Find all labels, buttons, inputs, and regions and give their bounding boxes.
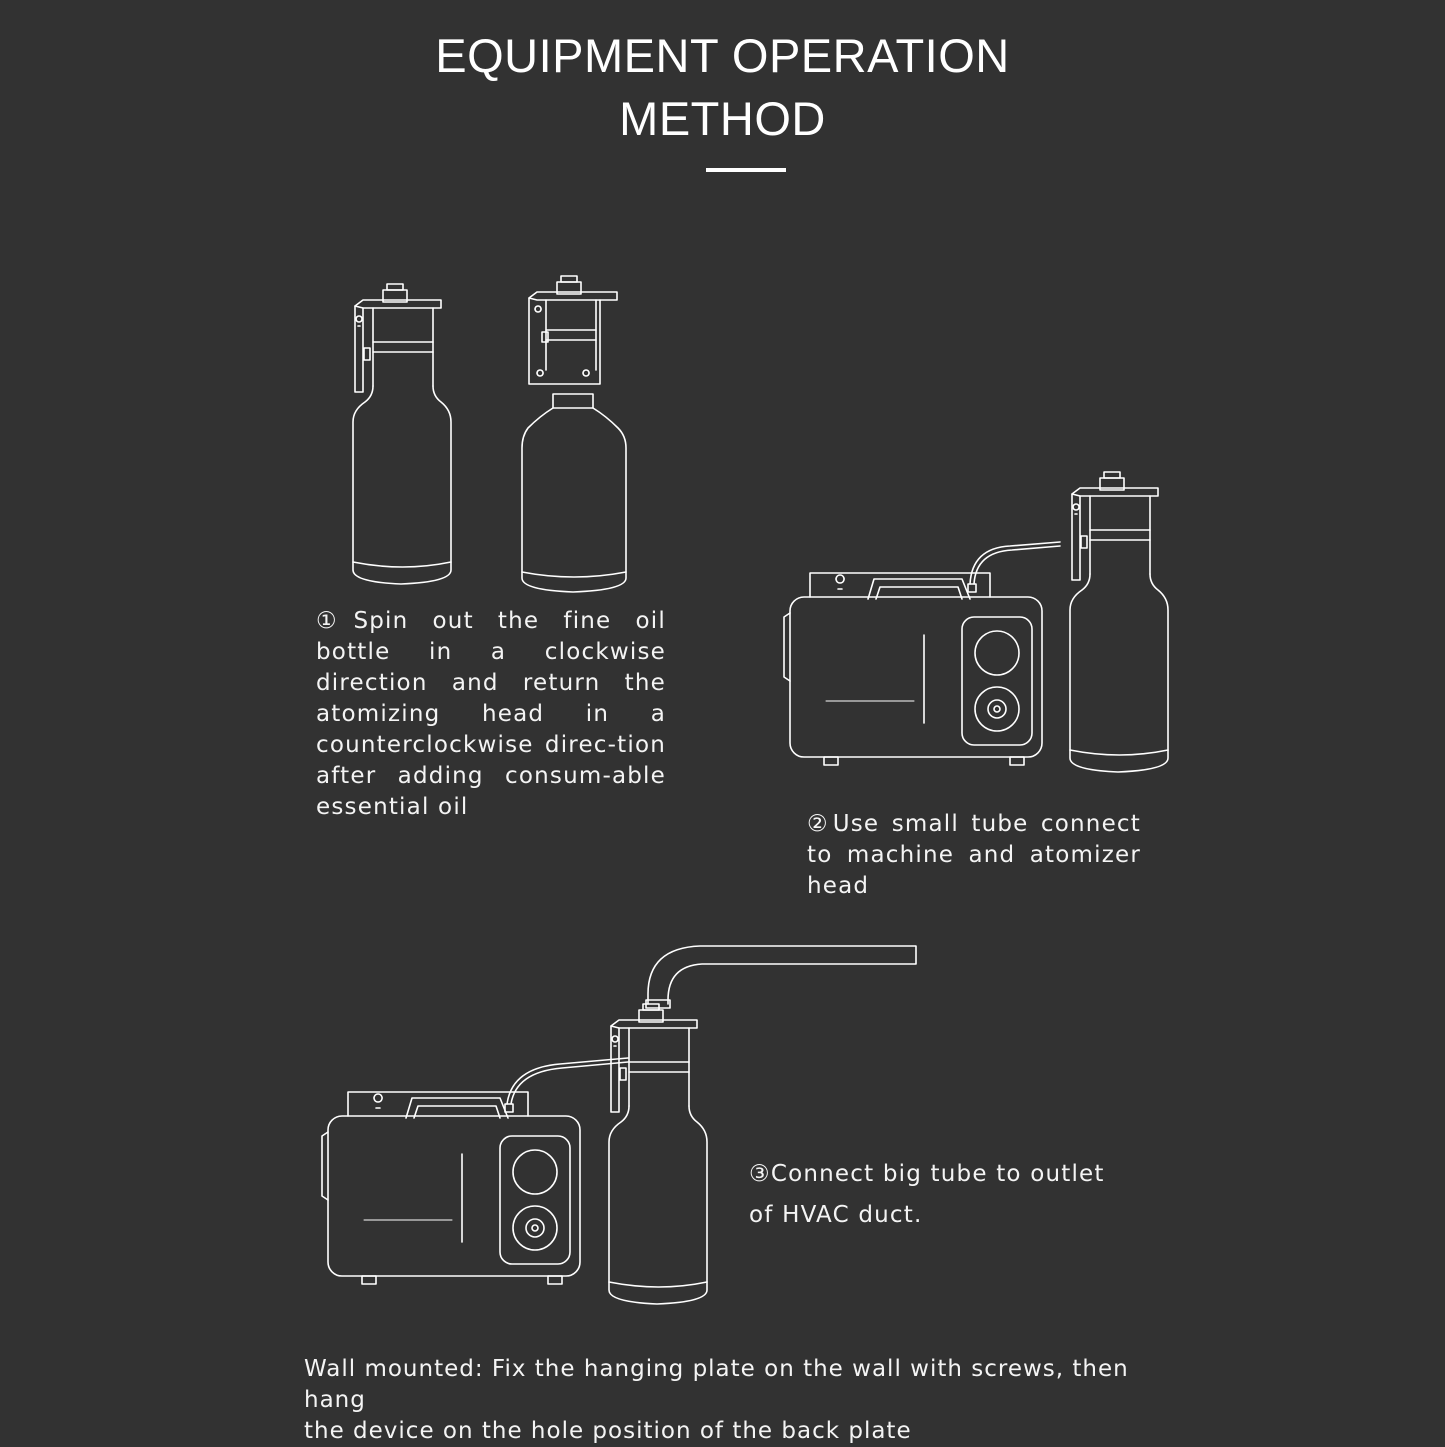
step3-big-tube-icon	[646, 946, 916, 1008]
step2-small-tube-icon	[970, 542, 1060, 584]
step1-bottle-assembled-icon	[353, 284, 451, 584]
step1-text: Spin out the fine oil bottle in a clockwise direction and return the atomizing head in a counterclockwise direc-tion after adding consum-able essential oil	[316, 608, 666, 820]
wall-mount-note	[304, 1354, 1184, 1447]
step3-number: ③	[749, 1161, 771, 1187]
step3-small-tube-icon	[507, 1058, 628, 1104]
step1-bottle-separated-icon	[522, 276, 626, 592]
step3-caption	[749, 1154, 1169, 1236]
step2-machine-icon	[784, 573, 1042, 765]
step1-caption	[316, 606, 666, 823]
step3-machine-icon	[322, 1092, 580, 1284]
step2-text: Use small tube connect to machine and atomizer head	[807, 811, 1141, 899]
step2-number: ②	[807, 811, 833, 837]
step3-text-line-2: of HVAC duct.	[749, 1202, 923, 1228]
step2-caption	[807, 809, 1141, 902]
step1-number: ①	[316, 608, 354, 634]
step2-bottle-icon	[1070, 472, 1168, 772]
wall-mount-note-line-1: Wall mounted: Fix the hanging plate on the wall with screws, then hang	[304, 1356, 1129, 1413]
step3-bottle-icon	[609, 1004, 707, 1304]
page-title-line-1: EQUIPMENT OPERATION	[435, 29, 1010, 82]
wall-mount-note-line-2: the device on the hole position of the back plate	[304, 1418, 912, 1444]
step3-text-line-1: Connect big tube to outlet	[770, 1161, 1105, 1187]
page-title-line-2: METHOD	[619, 92, 826, 145]
